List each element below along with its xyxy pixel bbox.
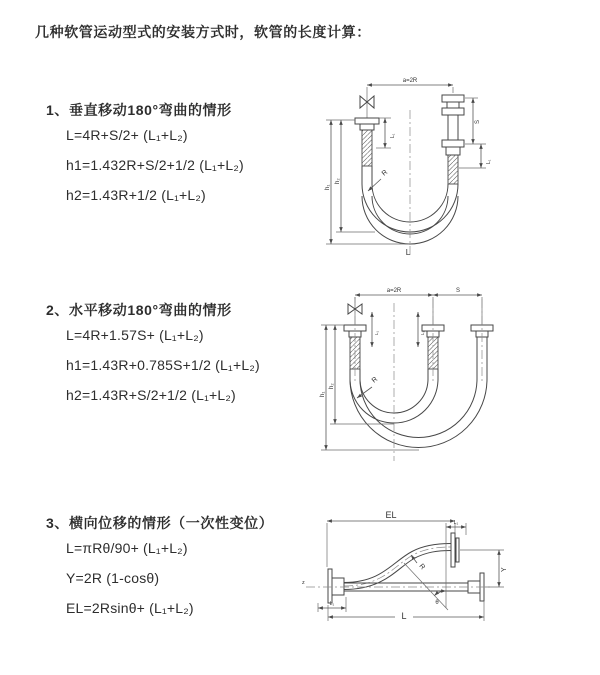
dim-label-h1: h₁ [325, 184, 331, 190]
dim-label-L1: L₁ [374, 330, 379, 335]
dim-label-theta: θ [435, 600, 439, 606]
section-2-heading: 2、水平移动180°弯曲的情形 [46, 302, 232, 318]
formula-h2: h2=1.43R+1/2 (L₁+L₂) [66, 187, 206, 203]
diagram-horizontal-move-180 [312, 283, 587, 478]
flange [451, 533, 455, 567]
dim-label-R: R [370, 375, 380, 385]
dim-label-S: S [475, 119, 481, 124]
flanges [344, 325, 493, 337]
dim-label-Y: Y [501, 567, 508, 572]
formula-L: L=4R+S/2+ (L₁+L₂) [66, 127, 188, 143]
section-horizontal-move [46, 300, 326, 410]
diagram-vertical-move-180 [318, 72, 583, 270]
dim-label-h1: h₁ [320, 391, 326, 397]
dim-label-a2R: a=2R [386, 288, 402, 294]
u-bend-hose [350, 379, 487, 448]
dim-label-L1: L₁ [453, 520, 459, 526]
formula-EL: EL=2Rsinθ+ (L₁+L₂) [66, 600, 194, 616]
formula-Y: Y=2R (1-cosθ) [66, 570, 160, 586]
dim-label-L: L [405, 248, 411, 257]
dim-label-EL: EL [385, 510, 397, 520]
formula-h2: h2=1.43R+S/2+1/2 (L₁+L₂) [66, 387, 236, 403]
dim-label-L1: L₁ [486, 159, 492, 164]
dim-label-L1: L₁ [390, 133, 396, 138]
section-1-heading: 1、垂直移动180°弯曲的情形 [46, 102, 232, 118]
section-vertical-move [46, 100, 326, 210]
section-3-heading: 3、横向位移的情形（一次性变位） [46, 515, 274, 531]
page-title: 几种软管运动型式的安装方式时，软管的长度计算： [35, 24, 371, 40]
dim-label-R: R [380, 168, 390, 178]
moving-pipe [442, 95, 464, 184]
formula-h1: h1=1.432R+S/2+1/2 (L₁+L₂) [66, 157, 244, 173]
dim-label-S: S [455, 288, 461, 294]
flange [355, 118, 379, 124]
flange [328, 569, 332, 603]
braided-hose [362, 130, 372, 166]
formula-L: L=4R+1.57S+ (L₁+L₂) [66, 327, 204, 343]
section-lateral-displacement [46, 513, 326, 623]
formula-h1: h1=1.43R+0.785S+1/2 (L₁+L₂) [66, 357, 260, 373]
formula-L: L=πRθ/90+ (L₁+L₂) [66, 540, 188, 556]
dim-label-R: R [417, 562, 427, 572]
axis-mark-z: z [302, 580, 305, 586]
dim-label-h2: h₂ [335, 178, 341, 184]
dim-label-L: L [401, 611, 407, 621]
dim-label-a2R: a=2R [402, 78, 418, 84]
dim-label-h2: h₂ [329, 383, 335, 389]
dim-label-L1: L₁ [329, 601, 335, 607]
dim-label-L1: L₁ [420, 330, 425, 335]
diagram-lateral-displacement [300, 505, 598, 650]
